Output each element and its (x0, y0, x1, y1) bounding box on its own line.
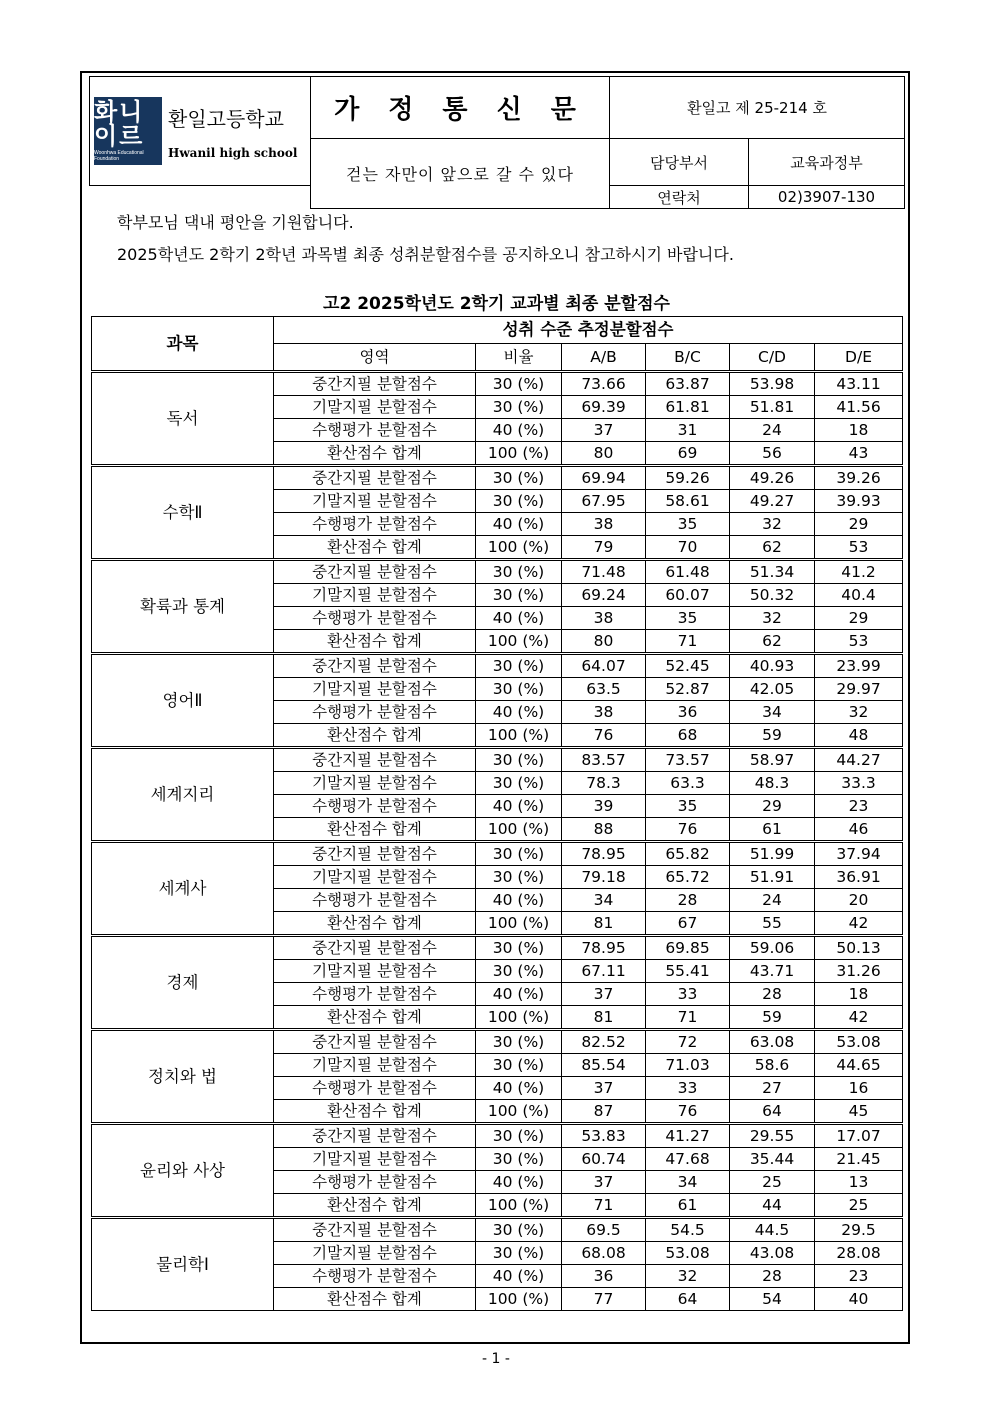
area-cell: 기말지필 분할점수 (274, 866, 476, 889)
score-cell: 76 (646, 1100, 730, 1124)
score-cell: 45 (815, 1100, 903, 1124)
ratio-cell: 30 (%) (476, 1030, 562, 1054)
score-cell: 31 (646, 419, 730, 442)
score-cell: 65.82 (646, 842, 730, 866)
area-cell: 수행평가 분할점수 (274, 513, 476, 536)
area-cell: 중간지필 분할점수 (274, 654, 476, 678)
score-cell: 40.93 (730, 654, 815, 678)
score-cell: 61 (730, 818, 815, 842)
score-cell: 71 (646, 630, 730, 654)
score-cell: 78.3 (562, 772, 646, 795)
ratio-cell: 30 (%) (476, 960, 562, 983)
score-cell: 59.26 (646, 466, 730, 490)
score-cell: 16 (815, 1077, 903, 1100)
score-cell: 32 (730, 513, 815, 536)
score-cell: 50.13 (815, 936, 903, 960)
score-cell: 28.08 (815, 1242, 903, 1265)
ratio-cell: 30 (%) (476, 654, 562, 678)
score-cell: 64.07 (562, 654, 646, 678)
ratio-cell: 40 (%) (476, 419, 562, 442)
area-cell: 수행평가 분할점수 (274, 701, 476, 724)
score-cell: 35.44 (730, 1148, 815, 1171)
score-cell: 51.81 (730, 396, 815, 419)
score-cell: 36 (562, 1265, 646, 1288)
score-cell: 29 (815, 513, 903, 536)
score-cell: 53 (815, 536, 903, 560)
score-cell: 52.87 (646, 678, 730, 701)
area-cell: 수행평가 분할점수 (274, 983, 476, 1006)
subject-name: 세계지리 (92, 748, 274, 842)
score-cell: 73.57 (646, 748, 730, 772)
score-cell: 69.85 (646, 936, 730, 960)
score-cell: 29 (815, 607, 903, 630)
score-cell: 43.08 (730, 1242, 815, 1265)
motto: 걷는 자만이 앞으로 갈 수 있다 (311, 139, 610, 209)
subject-name: 독서 (92, 372, 274, 466)
ratio-cell: 40 (%) (476, 1077, 562, 1100)
score-cell: 32 (730, 607, 815, 630)
ratio-cell: 100 (%) (476, 536, 562, 560)
score-cell: 36.91 (815, 866, 903, 889)
score-cell: 60.07 (646, 584, 730, 607)
score-cell: 51.99 (730, 842, 815, 866)
area-cell: 환산점수 합계 (274, 630, 476, 654)
score-cell: 77 (562, 1288, 646, 1311)
score-cell: 28 (730, 1265, 815, 1288)
score-cell: 53 (815, 630, 903, 654)
score-cell: 32 (815, 701, 903, 724)
header-group: 성취 수준 추정분할점수 (274, 317, 903, 344)
ratio-cell: 30 (%) (476, 560, 562, 584)
document-title: 가 정 통 신 문 (311, 77, 610, 139)
score-cell: 64 (730, 1100, 815, 1124)
ratio-cell: 30 (%) (476, 396, 562, 419)
score-cell: 42 (815, 1006, 903, 1030)
ratio-cell: 30 (%) (476, 772, 562, 795)
score-cell: 49.27 (730, 490, 815, 513)
table-row (92, 748, 903, 772)
ratio-cell: 40 (%) (476, 607, 562, 630)
score-cell: 39.26 (815, 466, 903, 490)
ratio-cell: 40 (%) (476, 701, 562, 724)
score-cell: 27 (730, 1077, 815, 1100)
score-cell: 43.11 (815, 372, 903, 396)
score-cell: 38 (562, 607, 646, 630)
school-name-en: Hwanil high school (168, 145, 298, 160)
area-cell: 기말지필 분할점수 (274, 772, 476, 795)
score-cell: 32 (646, 1265, 730, 1288)
score-cell: 63.08 (730, 1030, 815, 1054)
score-cell: 78.95 (562, 842, 646, 866)
score-cell: 37 (562, 1077, 646, 1100)
area-cell: 중간지필 분할점수 (274, 1030, 476, 1054)
score-cell: 53.08 (815, 1030, 903, 1054)
score-cell: 41.2 (815, 560, 903, 584)
score-cell: 25 (730, 1171, 815, 1194)
score-cell: 47.68 (646, 1148, 730, 1171)
score-cell: 18 (815, 419, 903, 442)
subject-name: 수학Ⅱ (92, 466, 274, 560)
area-cell: 기말지필 분할점수 (274, 584, 476, 607)
score-cell: 49.26 (730, 466, 815, 490)
area-cell: 환산점수 합계 (274, 1194, 476, 1218)
score-cell: 38 (562, 701, 646, 724)
ratio-cell: 40 (%) (476, 795, 562, 818)
area-cell: 환산점수 합계 (274, 724, 476, 748)
score-cell: 52.45 (646, 654, 730, 678)
score-cell: 44.27 (815, 748, 903, 772)
score-cell: 67 (646, 912, 730, 936)
score-cell: 28 (730, 983, 815, 1006)
ratio-cell: 30 (%) (476, 1148, 562, 1171)
score-cell: 87 (562, 1100, 646, 1124)
ratio-cell: 30 (%) (476, 866, 562, 889)
area-cell: 수행평가 분할점수 (274, 1077, 476, 1100)
score-cell: 68 (646, 724, 730, 748)
area-cell: 수행평가 분할점수 (274, 419, 476, 442)
ratio-cell: 30 (%) (476, 678, 562, 701)
ratio-cell: 100 (%) (476, 442, 562, 466)
score-cell: 23.99 (815, 654, 903, 678)
score-cell: 58.61 (646, 490, 730, 513)
score-cell: 43.71 (730, 960, 815, 983)
area-cell: 수행평가 분할점수 (274, 1265, 476, 1288)
area-cell: 기말지필 분할점수 (274, 1054, 476, 1077)
header-grade: C/D (730, 344, 815, 372)
score-cell: 33 (646, 1077, 730, 1100)
score-cell: 72 (646, 1030, 730, 1054)
score-cell: 62 (730, 536, 815, 560)
score-cell: 37 (562, 983, 646, 1006)
contact-value: 02)3907-130 (749, 186, 905, 209)
score-cell: 13 (815, 1171, 903, 1194)
ratio-cell: 40 (%) (476, 983, 562, 1006)
score-cell: 63.5 (562, 678, 646, 701)
ratio-cell: 30 (%) (476, 372, 562, 396)
table-row (92, 1218, 903, 1242)
score-cell: 60.74 (562, 1148, 646, 1171)
ratio-cell: 30 (%) (476, 842, 562, 866)
area-cell: 기말지필 분할점수 (274, 396, 476, 419)
dept-value: 교육과정부 (749, 139, 905, 186)
header-subject: 과목 (92, 317, 274, 372)
score-cell: 48 (815, 724, 903, 748)
score-cell: 70 (646, 536, 730, 560)
letterhead (89, 76, 905, 209)
subject-name: 확륙과 통계 (92, 560, 274, 654)
score-cell: 79 (562, 536, 646, 560)
area-cell: 중간지필 분할점수 (274, 372, 476, 396)
score-cell: 81 (562, 912, 646, 936)
score-cell: 34 (730, 701, 815, 724)
score-cell: 76 (646, 818, 730, 842)
area-cell: 기말지필 분할점수 (274, 1242, 476, 1265)
score-cell: 68.08 (562, 1242, 646, 1265)
area-cell: 수행평가 분할점수 (274, 795, 476, 818)
ratio-cell: 30 (%) (476, 466, 562, 490)
table-row (92, 654, 903, 678)
score-cell: 46 (815, 818, 903, 842)
score-cell: 55.41 (646, 960, 730, 983)
score-cell: 23 (815, 1265, 903, 1288)
area-cell: 수행평가 분할점수 (274, 889, 476, 912)
score-cell: 29 (730, 795, 815, 818)
score-cell: 54.5 (646, 1218, 730, 1242)
ratio-cell: 100 (%) (476, 818, 562, 842)
score-cell: 73.66 (562, 372, 646, 396)
ratio-cell: 30 (%) (476, 1218, 562, 1242)
score-cell: 36 (646, 701, 730, 724)
ratio-cell: 30 (%) (476, 490, 562, 513)
table-row (92, 936, 903, 960)
score-cell: 59 (730, 724, 815, 748)
score-cell: 51.91 (730, 866, 815, 889)
score-cell: 29.5 (815, 1218, 903, 1242)
score-cell: 71.03 (646, 1054, 730, 1077)
score-cell: 71 (562, 1194, 646, 1218)
score-cell: 35 (646, 795, 730, 818)
area-cell: 환산점수 합계 (274, 912, 476, 936)
school-name-ko: 환일고등학교 (168, 106, 284, 131)
score-cell: 80 (562, 442, 646, 466)
score-cell: 42.05 (730, 678, 815, 701)
score-cell: 88 (562, 818, 646, 842)
score-cell: 76 (562, 724, 646, 748)
score-cell: 44.5 (730, 1218, 815, 1242)
ratio-cell: 30 (%) (476, 1242, 562, 1265)
score-cell: 24 (730, 889, 815, 912)
ratio-cell: 40 (%) (476, 1171, 562, 1194)
score-cell: 80 (562, 630, 646, 654)
score-cell: 18 (815, 983, 903, 1006)
score-cell: 41.27 (646, 1124, 730, 1148)
area-cell: 기말지필 분할점수 (274, 1148, 476, 1171)
header-area: 영역 (274, 344, 476, 372)
score-cell: 29.55 (730, 1124, 815, 1148)
table-title: 고2 2025학년도 2학기 교과별 최종 분할점수 (323, 294, 670, 314)
ratio-cell: 100 (%) (476, 1288, 562, 1311)
score-cell: 64 (646, 1288, 730, 1311)
score-cell: 48.3 (730, 772, 815, 795)
score-cell: 40 (815, 1288, 903, 1311)
ratio-cell: 100 (%) (476, 1006, 562, 1030)
score-cell: 29.97 (815, 678, 903, 701)
area-cell: 수행평가 분할점수 (274, 1171, 476, 1194)
table-row (92, 1124, 903, 1148)
score-cell: 51.34 (730, 560, 815, 584)
area-cell: 환산점수 합계 (274, 442, 476, 466)
score-cell: 79.18 (562, 866, 646, 889)
score-cell: 69.94 (562, 466, 646, 490)
score-cell: 71.48 (562, 560, 646, 584)
score-table (91, 316, 903, 1311)
score-cell: 53.08 (646, 1242, 730, 1265)
score-cell: 81 (562, 1006, 646, 1030)
score-cell: 67.95 (562, 490, 646, 513)
score-cell: 21.45 (815, 1148, 903, 1171)
score-cell: 71 (646, 1006, 730, 1030)
score-cell: 85.54 (562, 1054, 646, 1077)
score-cell: 34 (562, 889, 646, 912)
score-cell: 58.6 (730, 1054, 815, 1077)
subject-name: 세계사 (92, 842, 274, 936)
table-row (92, 842, 903, 866)
area-cell: 환산점수 합계 (274, 1100, 476, 1124)
area-cell: 중간지필 분할점수 (274, 748, 476, 772)
subject-name: 경제 (92, 936, 274, 1030)
area-cell: 중간지필 분할점수 (274, 1218, 476, 1242)
score-cell: 34 (646, 1171, 730, 1194)
school-logo: 화니이르 Woonhwa Educational Foundation (94, 97, 162, 165)
score-cell: 25 (815, 1194, 903, 1218)
score-cell: 40.4 (815, 584, 903, 607)
score-cell: 37 (562, 1171, 646, 1194)
score-cell: 41.56 (815, 396, 903, 419)
score-cell: 65.72 (646, 866, 730, 889)
table-row (92, 466, 903, 490)
score-cell: 69 (646, 442, 730, 466)
score-cell: 33.3 (815, 772, 903, 795)
score-cell: 42 (815, 912, 903, 936)
ratio-cell: 30 (%) (476, 584, 562, 607)
area-cell: 환산점수 합계 (274, 818, 476, 842)
intro-line-2: 2025학년도 2학기 2학년 과목별 최종 성취분할점수를 공지하오니 참고하시기 바랍니다. (117, 245, 734, 264)
score-cell: 67.11 (562, 960, 646, 983)
score-cell: 38 (562, 513, 646, 536)
score-cell: 78.95 (562, 936, 646, 960)
area-cell: 중간지필 분할점수 (274, 560, 476, 584)
score-cell: 43 (815, 442, 903, 466)
ratio-cell: 100 (%) (476, 1100, 562, 1124)
area-cell: 중간지필 분할점수 (274, 1124, 476, 1148)
ratio-cell: 30 (%) (476, 1124, 562, 1148)
score-cell: 50.32 (730, 584, 815, 607)
area-cell: 기말지필 분할점수 (274, 960, 476, 983)
score-cell: 61.48 (646, 560, 730, 584)
area-cell: 중간지필 분할점수 (274, 842, 476, 866)
score-cell: 37.94 (815, 842, 903, 866)
score-cell: 33 (646, 983, 730, 1006)
score-cell: 61.81 (646, 396, 730, 419)
header-grade: A/B (562, 344, 646, 372)
score-cell: 55 (730, 912, 815, 936)
ratio-cell: 100 (%) (476, 630, 562, 654)
subject-name: 영어Ⅱ (92, 654, 274, 748)
area-cell: 중간지필 분할점수 (274, 936, 476, 960)
table-row (92, 1030, 903, 1054)
score-cell: 53.98 (730, 372, 815, 396)
score-cell: 44 (730, 1194, 815, 1218)
ratio-cell: 40 (%) (476, 513, 562, 536)
score-cell: 82.52 (562, 1030, 646, 1054)
score-cell: 69.39 (562, 396, 646, 419)
ratio-cell: 30 (%) (476, 748, 562, 772)
score-cell: 37 (562, 419, 646, 442)
table-row (92, 372, 903, 396)
ratio-cell: 100 (%) (476, 724, 562, 748)
score-cell: 83.57 (562, 748, 646, 772)
issue-number: 환일고 제 25-214 호 (610, 77, 905, 139)
score-cell: 20 (815, 889, 903, 912)
score-cell: 69.5 (562, 1218, 646, 1242)
ratio-cell: 40 (%) (476, 1265, 562, 1288)
score-cell: 31.26 (815, 960, 903, 983)
ratio-cell: 30 (%) (476, 936, 562, 960)
logo-cell (90, 77, 311, 186)
area-cell: 기말지필 분할점수 (274, 678, 476, 701)
score-cell: 62 (730, 630, 815, 654)
ratio-cell: 100 (%) (476, 912, 562, 936)
area-cell: 기말지필 분할점수 (274, 490, 476, 513)
score-cell: 39.93 (815, 490, 903, 513)
score-cell: 63.3 (646, 772, 730, 795)
area-cell: 환산점수 합계 (274, 1006, 476, 1030)
score-cell: 59 (730, 1006, 815, 1030)
score-cell: 24 (730, 419, 815, 442)
page-number: - 1 - (482, 1351, 510, 1367)
header-ratio: 비율 (476, 344, 562, 372)
area-cell: 수행평가 분할점수 (274, 607, 476, 630)
score-cell: 61 (646, 1194, 730, 1218)
subject-name: 윤리와 사상 (92, 1124, 274, 1218)
ratio-cell: 30 (%) (476, 1054, 562, 1077)
score-cell: 35 (646, 513, 730, 536)
score-cell: 44.65 (815, 1054, 903, 1077)
score-cell: 28 (646, 889, 730, 912)
score-cell: 69.24 (562, 584, 646, 607)
header-grade: D/E (815, 344, 903, 372)
score-cell: 54 (730, 1288, 815, 1311)
header-grade: B/C (646, 344, 730, 372)
score-cell: 59.06 (730, 936, 815, 960)
score-cell: 23 (815, 795, 903, 818)
score-cell: 35 (646, 607, 730, 630)
score-cell: 58.97 (730, 748, 815, 772)
subject-name: 정치와 법 (92, 1030, 274, 1124)
ratio-cell: 40 (%) (476, 889, 562, 912)
score-cell: 63.87 (646, 372, 730, 396)
contact-label: 연락처 (610, 186, 749, 209)
score-cell: 56 (730, 442, 815, 466)
subject-name: 물리학Ⅰ (92, 1218, 274, 1311)
score-cell: 53.83 (562, 1124, 646, 1148)
area-cell: 환산점수 합계 (274, 1288, 476, 1311)
area-cell: 중간지필 분할점수 (274, 466, 476, 490)
intro-line-1: 학부모님 댁내 평안을 기원합니다. (117, 213, 354, 232)
area-cell: 환산점수 합계 (274, 536, 476, 560)
dept-label: 담당부서 (610, 139, 749, 186)
score-cell: 17.07 (815, 1124, 903, 1148)
score-cell: 39 (562, 795, 646, 818)
ratio-cell: 100 (%) (476, 1194, 562, 1218)
table-row (92, 560, 903, 584)
